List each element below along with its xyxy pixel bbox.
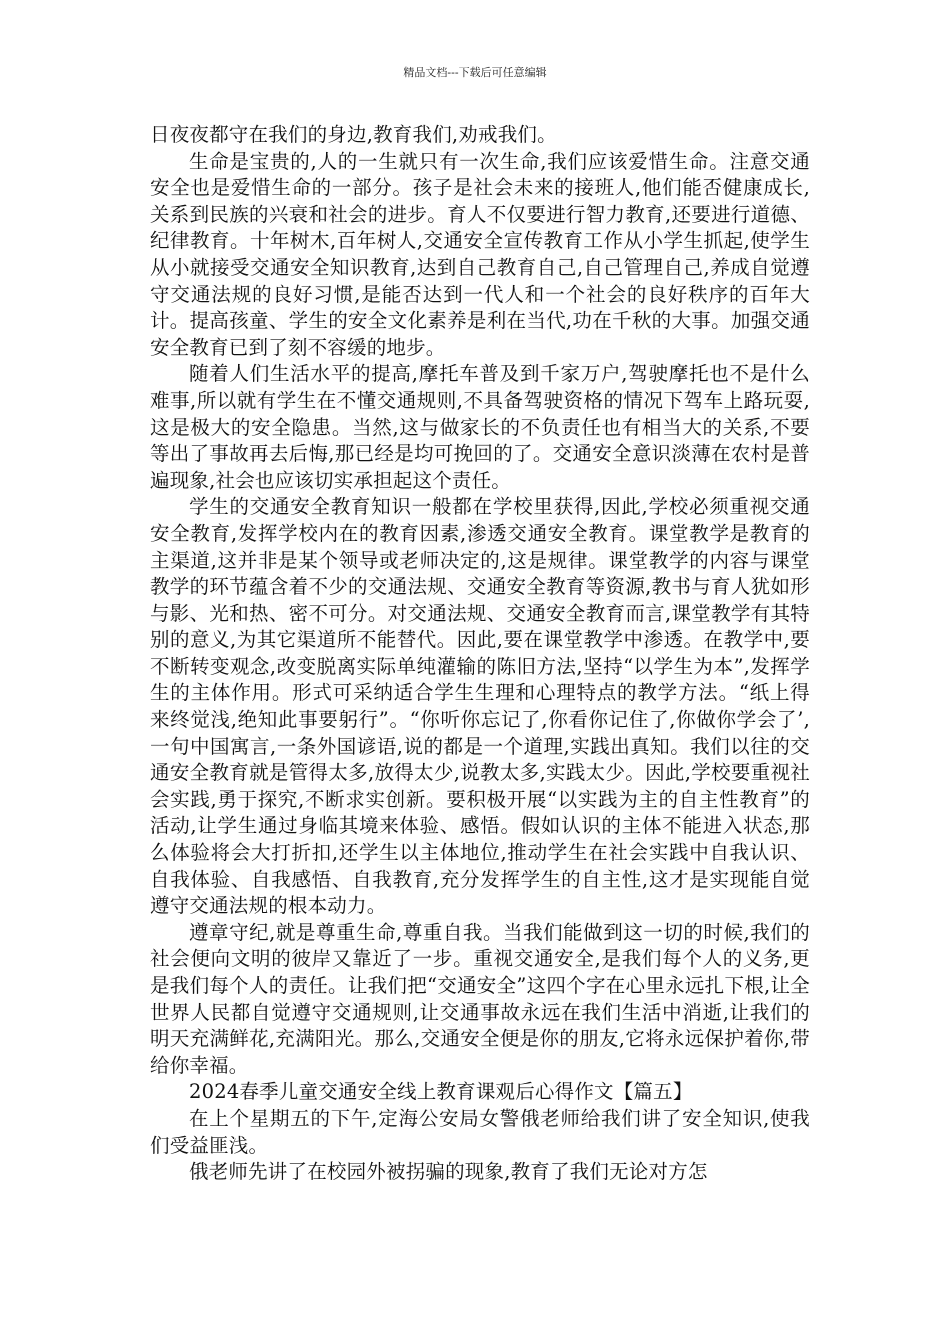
- document-body: [150, 122, 810, 1186]
- section-heading: 2024春季儿童交通安全线上教育课观后心得作文【篇五】: [189, 1080, 693, 1104]
- paragraph-school-education: 学生的交通安全教育知识一般都在学校里获得,因此,学校必须重视交通安全教育,发挥学校内在的教育因素,渗透交通安全教育。课堂教学是教育的主渠道,这并非是某个领导或老师决定的,这是规律。课堂教学的内容与课堂教学的环节蕴含着不少的交通法规、交通安全教育等资源,教书与育人犹如形与影、光和热、密不可分。对交通法规、交通安全教育而言,课堂教学有其特别的意义,为其它渠道所不能替代。因此,要在课堂教学中渗透。在教学中,要不断转变观念,改变脱离实际单纯灌输的陈旧方法,坚持“以学生为本”,发挥学生的主体作用。形式可采纳适合学生生理和心理特点的教学方法。“纸上得来终觉浅,绝知此事要躬行”。“你听你忘记了,你看你记住了,你做你学会了’,一句中国寓言,一条外国谚语,说的都是一个道理,实践出真知。我们以往的交通安全教育就是管得太多,放得太少,说教太多,实践太少。因此,学校要重视社会实践,勇于探究,不断求实创新。要积极开展“以实践为主的自主性教育”的活动,让学生通过身临其境来体验、感悟。假如认识的主体不能进入状态,那么体验将会大打折扣,还学生以主体地位,推动学生在社会实践中自我认识、自我体验、自我感悟、自我教育,充分发挥学生的自主性,这才是实现能自觉遵守交通法规的根本动力。: [150, 495, 810, 918]
- paragraph-police-visit: 在上个星期五的下午,定海公安局女警俄老师给我们讲了安全知识,使我们受益匪浅。: [150, 1106, 810, 1157]
- paragraph-motorcycle: 随着人们生活水平的提高,摩托车普及到千家万户,驾驶摩托也不是什么难事,所以就有学生在不懂交通规则,不具备驾驶资格的情况下驾车上路玩耍,这是极大的安全隐患。当然,这与做家长的不负责任也有相当大的关系,不要等出了事故再去后悔,那已经是均可挽回的了。交通安全意识淡薄在农村是普遍现象,社会也应该切实承担起这个责任。: [150, 362, 810, 492]
- paragraph-abduction: 俄老师先讲了在校园外被拐骗的现象,教育了我们无论对方怎: [189, 1160, 708, 1184]
- page-header: 精品文档---下载后可任意编辑: [403, 66, 547, 79]
- paragraph-continuation: 日夜夜都守在我们的身边,教育我们,劝戒我们。: [150, 123, 557, 146]
- paragraph-respect-life: 遵章守纪,就是尊重生命,尊重自我。当我们能做到这一切的时候,我们的社会便向文明的彼岸又靠近了一步。重视交通安全,是我们每个人的义务,更是我们每个人的责任。让我们把“交通安全”这四个字在心里永远扎下根,让全世界人民都自觉遵守交通规则,让交通事故永远在我们生活中消逝,让我们的明天充满鲜花,充满阳光。那么,交通安全便是你的朋友,它将永远保护着你,带给你幸福。: [150, 920, 810, 1077]
- paragraph-life: 生命是宝贵的,人的一生就只有一次生命,我们应该爱惜生命。注意交通安全也是爱惜生命的一部分。孩子是社会未来的接班人,他们能否健康成长,关系到民族的兴衰和社会的进步。育人不仅要进行智力教育,还要进行道德、纪律教育。十年树木,百年树人,交通安全宣传教育工作从小学生抓起,使学生从小就接受交通安全知识教育,达到自己教育自己,自己管理自己,养成自觉遵守交通法规的良好习惯,是能否达到一代人和一个社会的良好秩序的百年大计。提高孩童、学生的安全文化素养是利在当代,功在千秋的大事。加强交通安全教育已到了刻不容缓的地步。: [150, 149, 810, 359]
